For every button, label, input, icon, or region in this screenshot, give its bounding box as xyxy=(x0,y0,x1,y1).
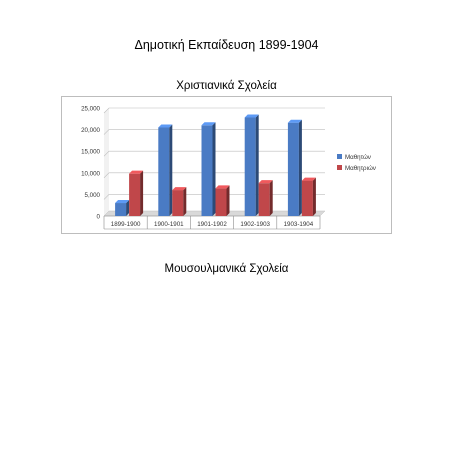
x-tick-label: 1903-1904 xyxy=(283,221,314,228)
y-tick-label: 25,000 xyxy=(81,105,100,113)
chart-side-wall xyxy=(104,108,109,216)
bar xyxy=(172,190,183,216)
bar-side xyxy=(313,178,316,216)
x-tick-label: 1901-1902 xyxy=(197,221,227,228)
y-tick-label: 15,000 xyxy=(81,148,100,156)
bar-side xyxy=(169,124,172,216)
bar-side xyxy=(140,171,143,216)
bar-side xyxy=(213,122,216,216)
bar-side xyxy=(227,185,230,216)
bar-side xyxy=(256,115,259,216)
bar-side xyxy=(299,120,302,216)
x-tick-label: 1902-1903 xyxy=(240,221,270,228)
y-tick-label: 20,000 xyxy=(81,127,100,135)
section-heading: Μουσουλμανικά Σχολεία xyxy=(164,263,289,275)
legend-swatch xyxy=(337,154,342,159)
bar-side xyxy=(183,187,186,216)
y-tick-label: 10,000 xyxy=(81,170,100,178)
gridline xyxy=(104,108,325,113)
legend-label: Μαθητών xyxy=(345,154,371,161)
document-title: Δημοτική Εκπαίδευση 1899-1904 xyxy=(134,38,319,52)
x-tick-label: 1900-1901 xyxy=(154,221,184,228)
bar xyxy=(202,125,213,216)
bar xyxy=(216,188,227,216)
bar xyxy=(158,127,169,216)
legend-label: Μαθητριών xyxy=(345,165,376,172)
legend-swatch xyxy=(337,165,342,170)
bar xyxy=(129,174,140,216)
y-tick-label: 5,000 xyxy=(84,191,100,199)
bar-side xyxy=(270,180,273,216)
bar-chart xyxy=(61,96,392,234)
bar xyxy=(288,123,299,216)
chart-heading: Χριστιανικά Σχολεία xyxy=(176,80,277,92)
y-tick-label: 0 xyxy=(96,213,100,221)
bar xyxy=(115,203,126,216)
bar-chart-svg xyxy=(62,97,393,235)
bar xyxy=(245,118,256,216)
bar xyxy=(259,183,270,216)
x-tick-label: 1899-1900 xyxy=(110,221,141,228)
bar xyxy=(302,181,313,216)
